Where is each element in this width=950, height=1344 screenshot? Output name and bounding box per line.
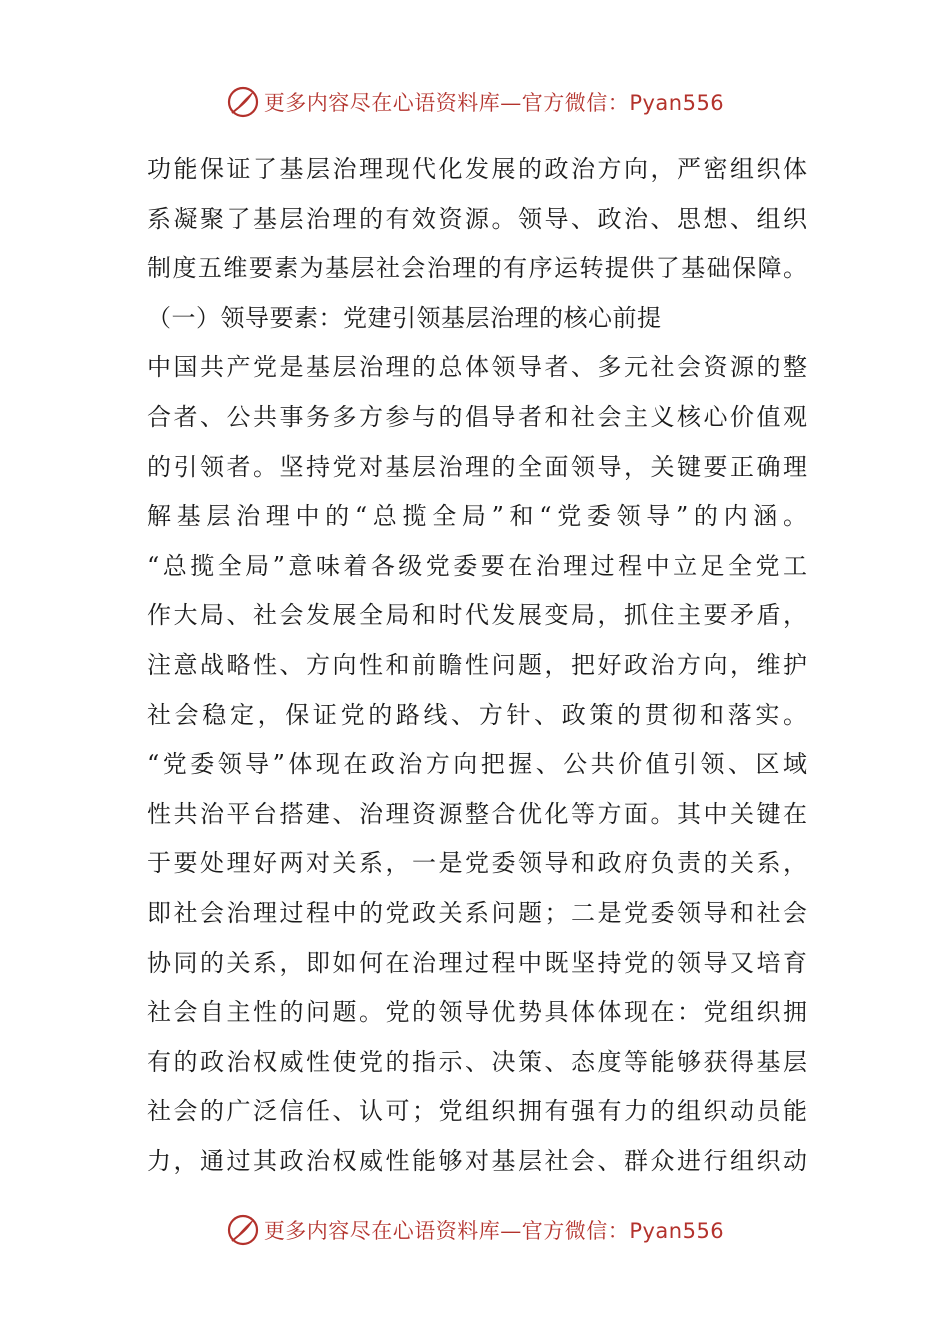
watermark-wechat-id: Pyan556: [629, 1219, 725, 1243]
body-line: 力，通过其政治权威性能够对基层社会、群众进行组织动: [147, 1146, 807, 1175]
watermark-label: 更多内容尽在心语资料库—官方微信：: [263, 91, 630, 115]
watermark-footer: [0, 1210, 950, 1250]
document-body: [147, 145, 807, 1186]
body-line: 性共治平台搭建、治理资源整合优化等方面。其中关键在: [147, 799, 807, 828]
body-line: 功能保证了基层治理现代化发展的政治方向，严密组织体: [147, 155, 807, 183]
body-line: 社会稳定，保证党的路线、方针、政策的贯彻和落实。: [147, 700, 807, 729]
body-line: 系凝聚了基层治理的有效资源。领导、政治、思想、组织: [147, 204, 807, 233]
body-line: 协同的关系，即如何在治理过程中既坚持党的领导又培育: [147, 948, 807, 977]
body-line: 注意战略性、方向性和前瞻性问题，把好政治方向，维护: [147, 650, 807, 679]
watermark-text: [264, 87, 724, 117]
quill-logo-icon: [226, 1213, 260, 1247]
body-line: 于要处理好两对关系，一是党委领导和政府负责的关系，: [147, 849, 807, 878]
body-line: 合者、公共事务多方参与的倡导者和社会主义核心价值观: [147, 402, 807, 431]
watermark-text: [264, 1215, 724, 1245]
section-heading: （一）领导要素：党建引领基层治理的核心前提: [147, 303, 662, 332]
body-line: 中国共产党是基层治理的总体领导者、多元社会资源的整: [147, 353, 807, 382]
quill-logo-icon: [226, 85, 260, 119]
body-line: 即社会治理过程中的党政关系问题；二是党委领导和社会: [147, 898, 807, 927]
watermark-header: [0, 82, 950, 122]
body-line: 作大局、社会发展全局和时代发展变局，抓住主要矛盾，: [147, 601, 807, 630]
body-line: 制度五维要素为基层社会治理的有序运转提供了基础保障。: [147, 254, 807, 283]
body-line: 社会的广泛信任、认可；党组织拥有强有力的组织动员能: [147, 1097, 807, 1126]
body-line: “总揽全局”意味着各级党委要在治理过程中立足全党工: [147, 551, 807, 580]
body-line: 解基层治理中的“总揽全局”和“党委领导”的内涵。: [147, 502, 807, 531]
body-line: “党委领导”体现在政治方向把握、公共价值引领、区域: [147, 750, 807, 779]
watermark-wechat-id: Pyan556: [629, 91, 725, 115]
watermark-label: 更多内容尽在心语资料库—官方微信：: [263, 1219, 630, 1243]
body-line: 社会自主性的问题。党的领导优势具体体现在：党组织拥: [147, 998, 807, 1027]
body-line: 的引领者。坚持党对基层治理的全面领导，关键要正确理: [147, 452, 807, 481]
body-line: 有的政治权威性使党的指示、决策、态度等能够获得基层: [147, 1047, 807, 1076]
